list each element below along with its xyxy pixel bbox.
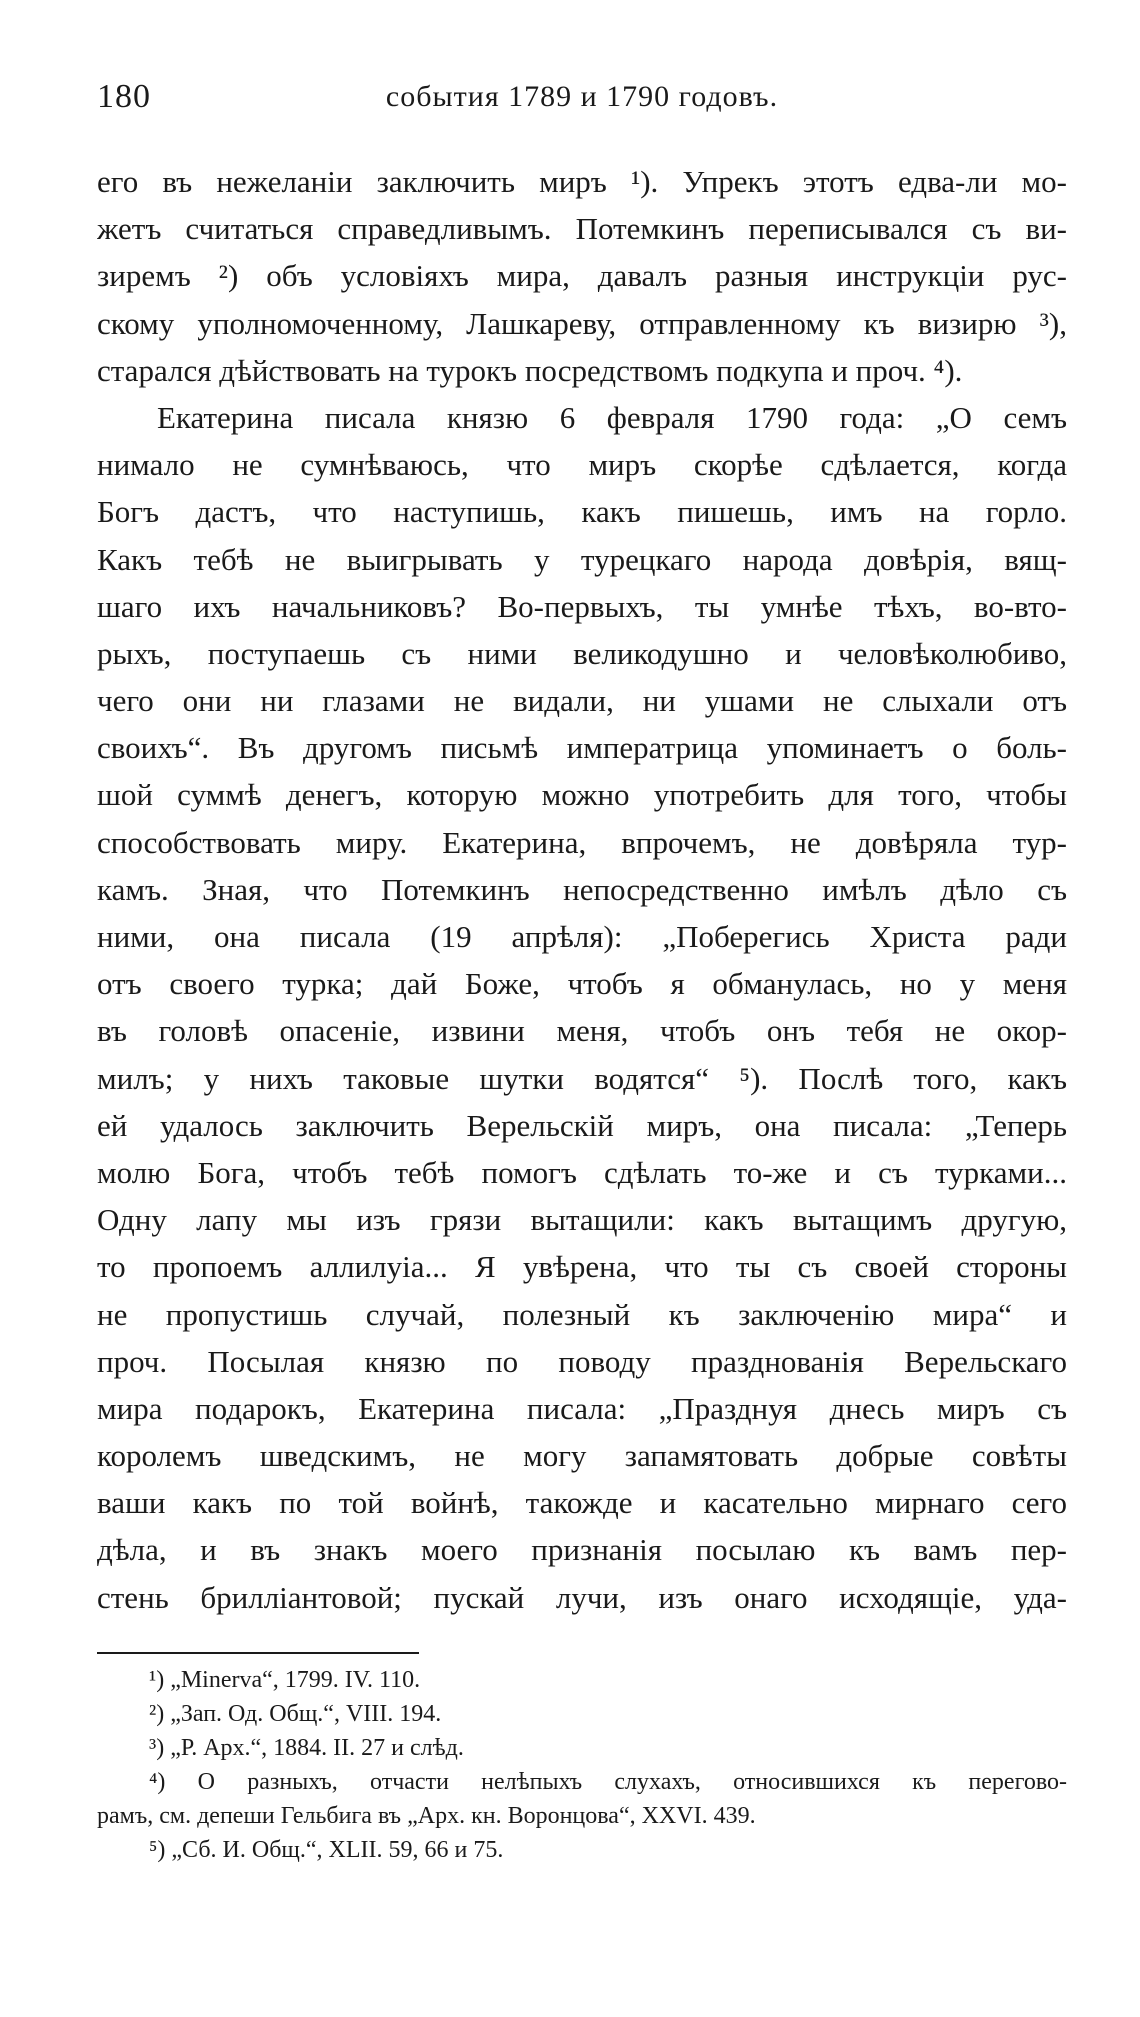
text-line: отъ своего турка; дай Боже, чтобъ я обманулась, но у меня bbox=[97, 966, 1067, 1002]
text-line: молю Бога, чтобъ тебѣ помогъ сдѣлать то-же и съ турками... bbox=[97, 1154, 1067, 1190]
text-line: проч. Посылая князю по поводу празднованія Верельскаго bbox=[97, 1343, 1067, 1379]
text-line: ваши какъ по той войнѣ, такожде и касательно мирнаго сего bbox=[97, 1485, 1067, 1521]
text-line: нимало не сумнѣваюсь, что миръ скорѣе сдѣлается, когда bbox=[97, 447, 1067, 483]
body-text bbox=[97, 158, 1067, 1621]
footnotes bbox=[97, 1663, 1067, 1867]
text-line: то пропоемъ аллилуіа... Я увѣрена, что ты съ своей стороны bbox=[97, 1249, 1067, 1285]
text-line: рыхъ, поступаешь съ ними великодушно и человѣколюбиво, bbox=[97, 635, 1067, 671]
text-line: ей удалось заключить Верельскій миръ, она писала: „Теперь bbox=[97, 1107, 1067, 1143]
text-line: жетъ считаться справедливымъ. Потемкинъ переписывался съ ви- bbox=[97, 211, 1067, 247]
text-line: камъ. Зная, что Потемкинъ непосредственно имѣлъ дѣло съ bbox=[97, 871, 1067, 907]
text-line: Одну лапу мы изъ грязи вытащили: какъ вытащимъ другую, bbox=[97, 1202, 1067, 1238]
running-head: события 1789 и 1790 годовъ. bbox=[385, 80, 779, 113]
text-line: скому уполномоченному, Лашкареву, отправленному къ визирю ³), bbox=[97, 305, 1067, 341]
footnote-3: ³) „Р. Арх.“, 1884. II. 27 и слѣд. bbox=[149, 1735, 464, 1761]
text-line: въ головѣ опасеніе, извини меня, чтобъ онъ тебя не окор- bbox=[97, 1013, 1067, 1049]
page-number: 180 bbox=[97, 78, 151, 115]
footnote-4-continued: рамъ, см. депеши Гельбига въ „Арх. кн. Воронцова“, XXVI. 439. bbox=[97, 1803, 756, 1829]
footnote-4: ⁴) О разныхъ, отчасти нелѣпыхъ слухахъ, относившихся къ перегово- bbox=[149, 1769, 1067, 1795]
text-line: его въ нежеланіи заключить миръ ¹). Упрекъ этотъ едва-ли мо- bbox=[97, 164, 1067, 199]
text-line: мира подарокъ, Екатерина писала: „Празднуя днесь миръ съ bbox=[97, 1390, 1067, 1426]
footnote-5: ⁵) „Сб. И. Общ.“, XLII. 59, 66 и 75. bbox=[149, 1837, 504, 1863]
text-line: шой суммѣ денегъ, которую можно употребить для того, чтобы bbox=[97, 777, 1067, 813]
footnote-2: ²) „Зап. Од. Общ.“, VIII. 194. bbox=[149, 1701, 442, 1727]
text-line: дѣла, и въ знакъ моего признанія посылаю къ вамъ пер- bbox=[97, 1532, 1067, 1568]
text-line: шаго ихъ начальниковъ? Во-первыхъ, ты умнѣе тѣхъ, во-вто- bbox=[97, 588, 1067, 624]
text-line: Богъ дастъ, что наступишь, какъ пишешь, имъ на горло. bbox=[97, 494, 1067, 530]
text-line: зиремъ ²) объ условіяхъ мира, давалъ разныя инструкціи рус- bbox=[97, 258, 1067, 294]
text-line: ними, она писала (19 апрѣля): „Поберегись Христа ради bbox=[97, 919, 1067, 954]
text-line: своихъ“. Въ другомъ письмѣ императрица упоминаетъ о боль- bbox=[97, 730, 1067, 766]
text-line: Екатерина писала князю 6 февраля 1790 года: „О семъ bbox=[157, 399, 1067, 435]
text-line: стень бриллiантовой; пускай лучи, изъ онаго исходящіе, уда- bbox=[97, 1579, 1067, 1615]
footnote-divider bbox=[97, 1652, 419, 1654]
text-line: королемъ шведскимъ, не могу запамятовать добрые совѣты bbox=[97, 1438, 1067, 1474]
page-header bbox=[97, 78, 1067, 128]
text-line: не пропустишь случай, полезный къ заключенію мира“ и bbox=[97, 1296, 1067, 1332]
text-line: Какъ тебѣ не выигрывать у турецкаго народа довѣрія, вящ- bbox=[97, 541, 1067, 577]
text-line: милъ; у нихъ таковые шутки водятся“ ⁵). Послѣ того, какъ bbox=[97, 1060, 1067, 1096]
text-line: способствовать миру. Екатерина, впрочемъ, не довѣряла тур- bbox=[97, 824, 1067, 860]
text-line: старался дѣйствовать на турокъ посредствомъ подкупа и проч. ⁴). bbox=[97, 352, 963, 388]
footnote-1: ¹) „Minerva“, 1799. IV. 110. bbox=[149, 1667, 421, 1693]
text-line: чего они ни глазами не видали, ни ушами не слыхали отъ bbox=[97, 683, 1067, 719]
